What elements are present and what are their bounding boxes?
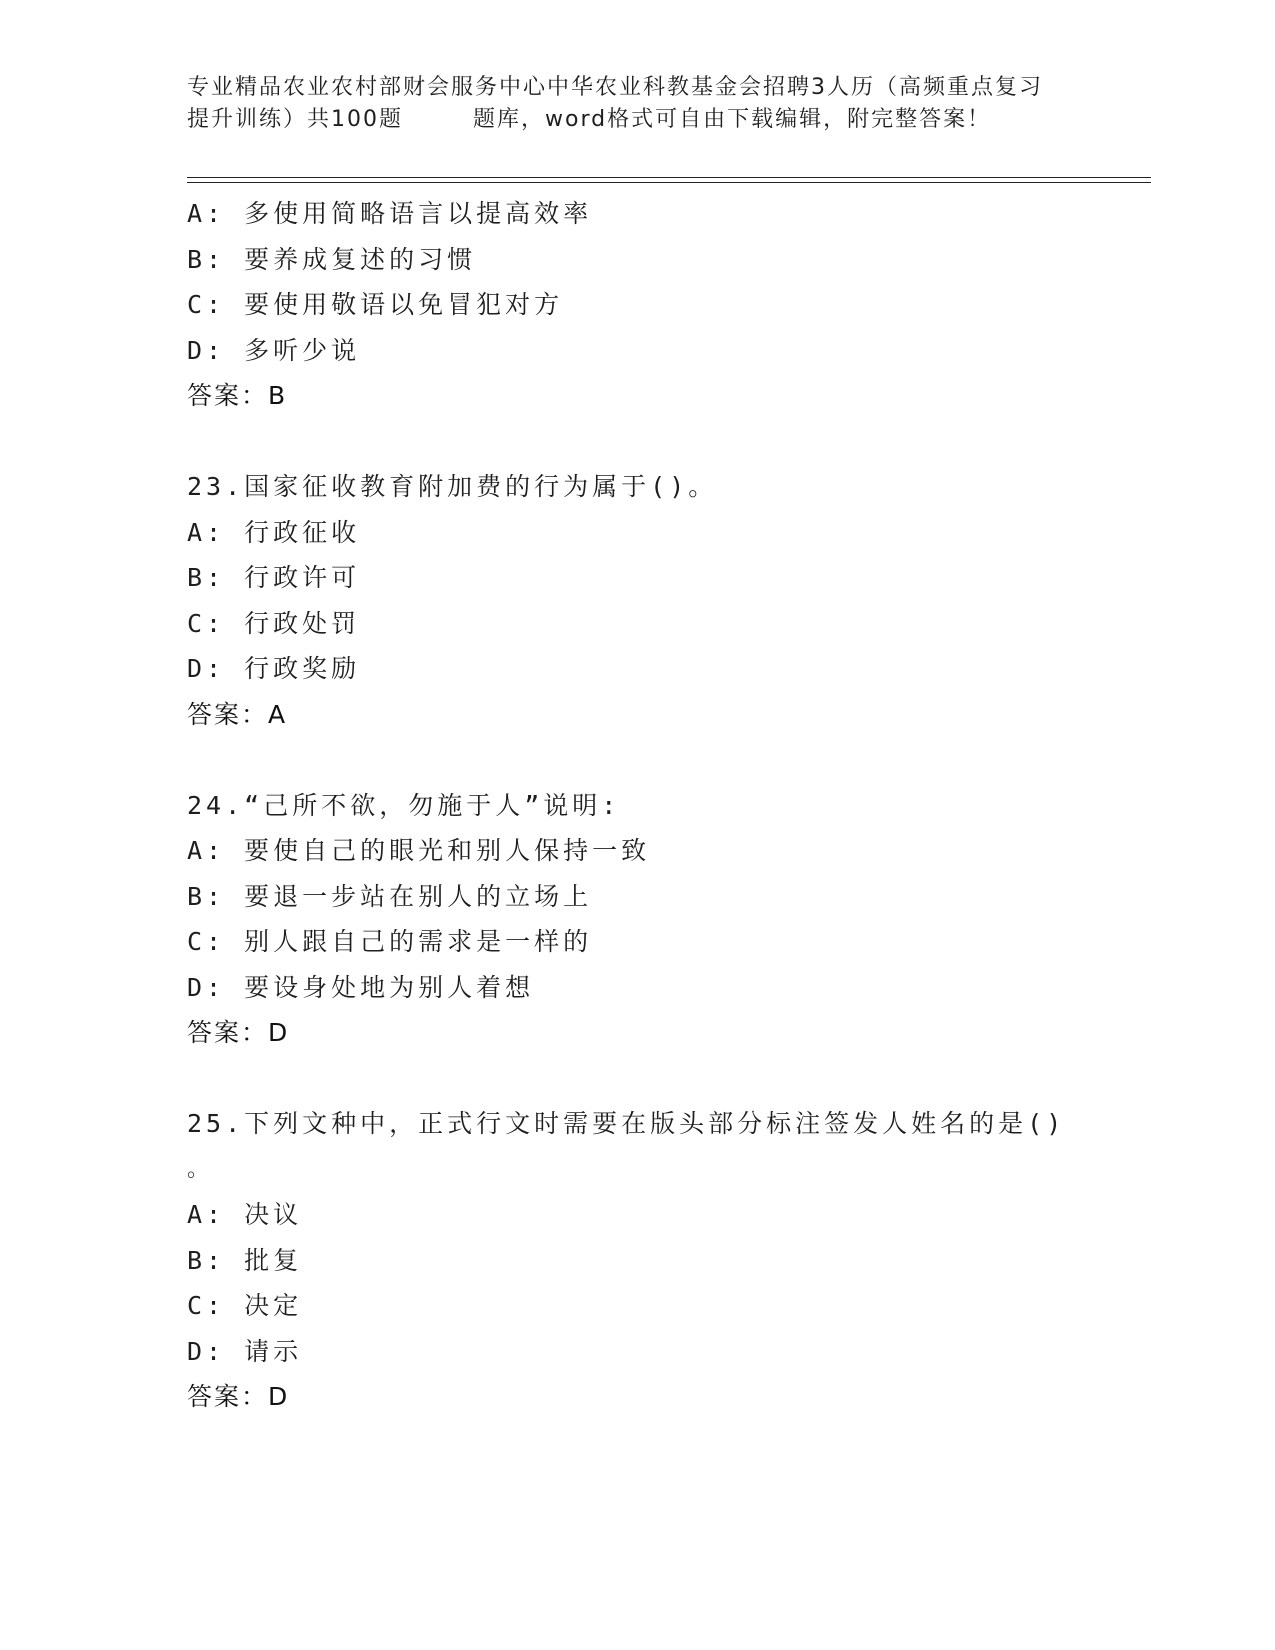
question-text: 23.国家征收教育附加费的行为属于()。 [187,472,718,501]
answer-line: 答案：D [187,1382,290,1411]
document-header [187,72,1087,136]
option-c: C: 别人跟自己的需求是一样的 [187,927,593,956]
question-24 [187,783,1151,1056]
option-c: C: 要使用敬语以免冒犯对方 [187,290,564,319]
answer-line: 答案：B [187,381,288,410]
question-text-continuation: 。 [187,1156,210,1182]
question-23 [187,464,1151,737]
option-b: B: 行政许可 [187,563,361,592]
answer-line: 答案：D [187,1018,290,1047]
option-b: B: 要养成复述的习惯 [187,244,477,274]
option-a: A: 行政征收 [187,517,361,547]
question-list [187,191,1151,1420]
option-c: C: 决定 [187,1291,303,1320]
header-divider-bottom [187,182,1151,183]
header-title-part-1: 提升训练）共100题 [187,107,403,132]
answer-line: 答案：A [187,699,288,729]
header-title-line-1: 专业精品农业农村部财会服务中心中华农业科教基金会招聘3人历（高频重点复习 [187,75,1043,100]
option-a: A: 多使用简略语言以提高效率 [187,199,593,228]
question-25 [187,1101,1151,1420]
option-d: D: 行政奖励 [187,654,361,683]
header-title-line-2 [187,104,1087,136]
header-divider-top [187,177,1151,178]
question-22 [187,191,1151,419]
option-a: A: 要使自己的眼光和别人保持一致 [187,836,651,865]
header-title-part-2: 题库，word格式可自由下载编辑，附完整答案！ [473,107,992,132]
option-d: D: 要设身处地为别人着想 [187,972,535,1002]
option-d: D: 多听少说 [187,335,361,365]
option-a: A: 决议 [187,1200,303,1229]
question-text: 24.“己所不欲，勿施于人”说明: [187,790,621,820]
option-c: C: 行政处罚 [187,608,361,638]
question-text: 25.下列文种中，正式行文时需要在版头部分标注签发人姓名的是() [187,1109,1066,1138]
option-b: B: 要退一步站在别人的立场上 [187,881,593,911]
option-b: B: 批复 [187,1245,303,1275]
option-d: D: 请示 [187,1336,303,1366]
